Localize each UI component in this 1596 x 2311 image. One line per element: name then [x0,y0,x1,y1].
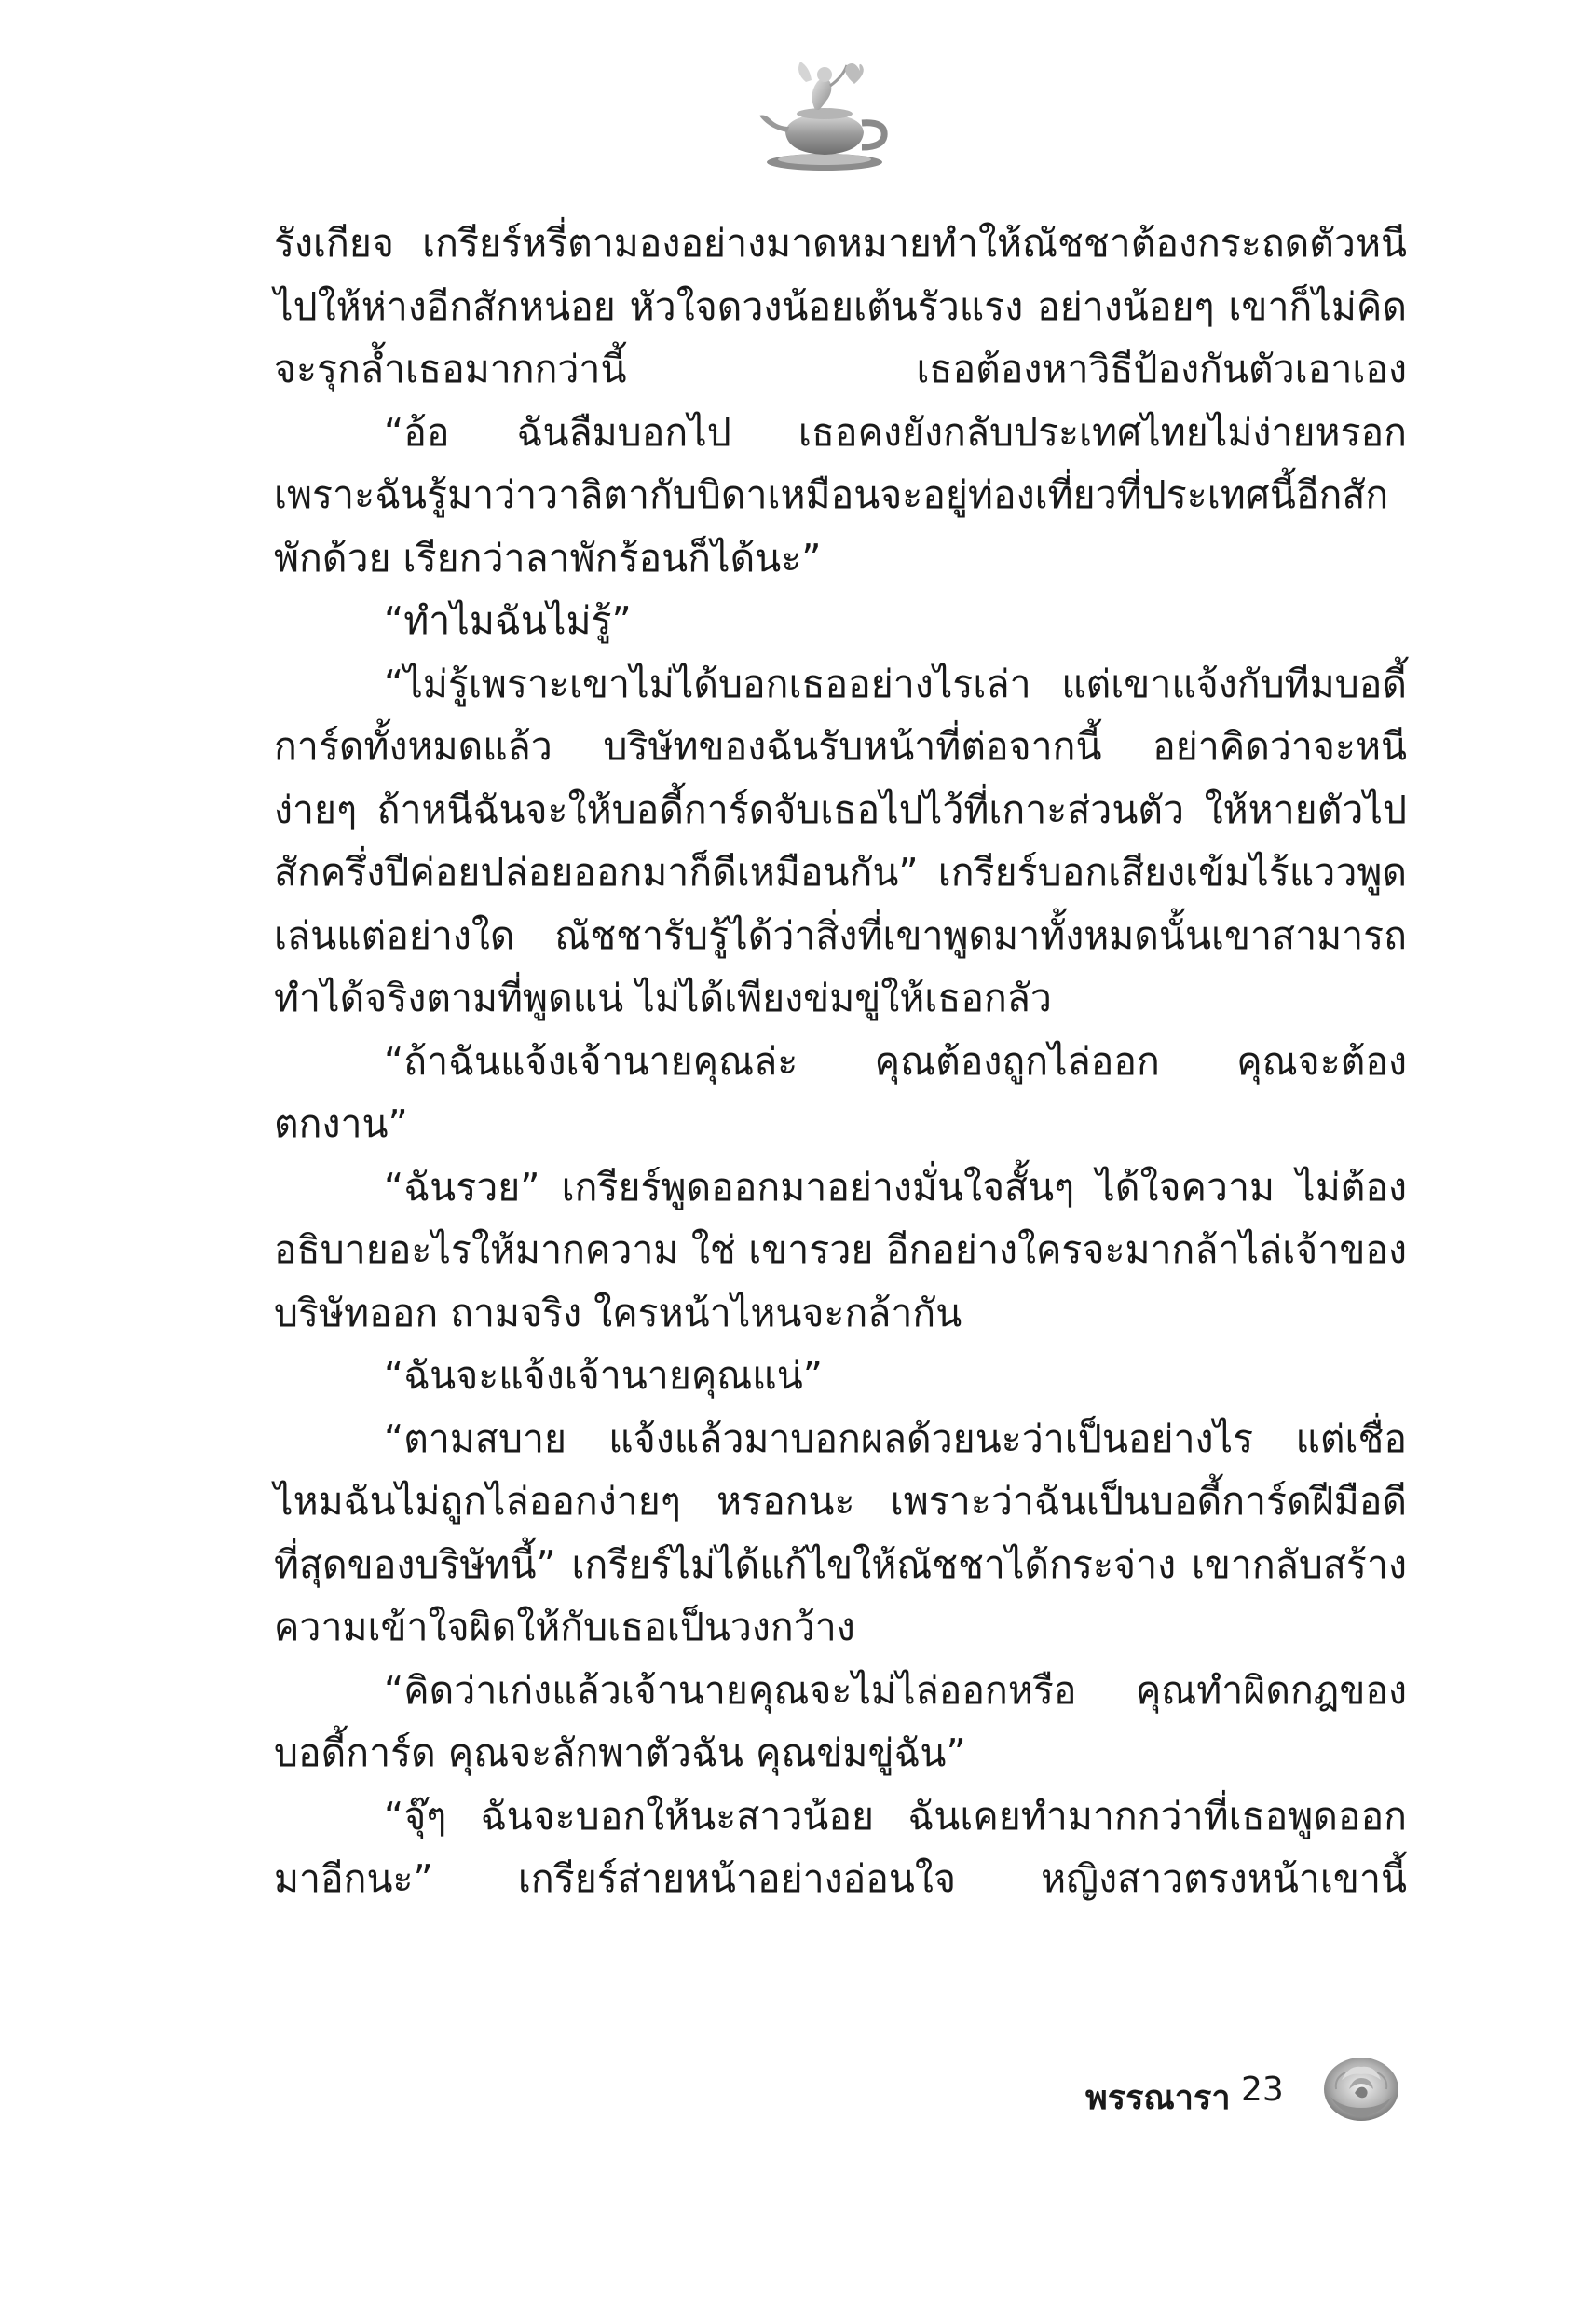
paragraph-5: “ถ้าฉันแจ้งเจ้านายคุณล่ะ คุณต้องถูกไล่ออก คุณจะต้องตกงาน” [274,1038,1407,1146]
rose-icon [1321,2052,1401,2125]
paragraph-7: “ฉันจะแจ้งเจ้านายคุณแน่” [384,1353,823,1398]
paragraph-2: “อ้อ ฉันลืมบอกไป เธอคงยังกลับประเทศไทยไม่ง่ายหรอก เพราะฉันรู้มาว่าวาลิตากับบิดาเหมือนจะอยู่ท่องเที่ยวที่ประเทศนี้อีกสักพักด้วย เรียกว่าลาพักร้อนก็ได้นะ” [274,409,1407,581]
paragraph-4: “ไม่รู้เพราะเขาไม่ได้บอกเธออย่างไรเล่า แต่เขาแจ้งกับทีมบอดี้การ์ดทั้งหมดแล้ว บริษัทของฉันรับหน้าที่ต่อจากนี้ อย่าคิดว่าจะหนีง่ายๆ ถ้าหนีฉันจะให้บอดี้การ์ดจับเธอไปไว้ที่เกาะส่วนตัว ให้หายตัวไปสักครึ่งปีค่อยปล่อยออกมาก็ดีเหมือนกัน” เกรียร์บอกเสียงเข้มไร้แววพูดเล่นแต่อย่างใด ณัชชารับรู้ได้ว่าสิ่งที่เขาพูดมาทั้งหมดนั้นเขาสามารถทำได้จริงตามที่พูดแน่ ไม่ได้เพียงข่มขู่ให้เธอกลัว [274,661,1407,1020]
teapot-cupid-icon [750,54,899,173]
page-number: 23 [1241,2071,1284,2109]
paragraph-6: “ฉันรวย” เกรียร์พูดออกมาอย่างมั่นใจสั้นๆ ได้ใจความ ไม่ต้องอธิบายอะไรให้มากความ ใช่ เขารวย อีกอย่างใครจะมากล้าไล่เจ้าของบริษัทออก ถามจริง ใครหน้าไหนจะกล้ากัน [274,1164,1407,1335]
paragraph-1: รังเกียจ เกรียร์หรี่ตามองอย่างมาดหมายทำให้ณัชชาต้องกระถดตัวหนีไปให้ห่างอีกสักหน่อย หัวใจดวงน้อยเต้นรัวแรง อย่างน้อยๆ เขาก็ไม่คิดจะรุกล้ำเธอมากกว่านี้ เธอต้องหาวิธีป้องกันตัวเอาเอง [274,221,1407,391]
paragraph-8: “ตามสบาย แจ้งแล้วมาบอกผลด้วยนะว่าเป็นอย่างไร แต่เชื่อไหมฉันไม่ถูกไล่ออกง่ายๆ หรอกนะ เพราะว่าฉันเป็นบอดี้การ์ดฝีมือดีที่สุดของบริษัทนี้” เกรียร์ไม่ได้แก้ไขให้ณัชชาได้กระจ่าง เขากลับสร้างความเข้าใจผิดให้กับเธอเป็นวงกว้าง [274,1415,1407,1649]
body-text [274,212,1407,1911]
paragraph-10: “จุ๊ๆ ฉันจะบอกให้นะสาวน้อย ฉันเคยทำมากกว่าที่เธอพูดออกมาอีกนะ” เกรียร์ส่ายหน้าอย่างอ่อนใจ หญิงสาวตรงหน้าเขานี้ [274,1793,1407,1901]
paragraph-9: “คิดว่าเก่งแล้วเจ้านายคุณจะไม่ไล่ออกหรือ คุณทำผิดกฎของบอดี้การ์ด คุณจะลักพาตัวฉัน คุณข่มขู่ฉัน” [274,1667,1407,1775]
footer-title: พรรณารา [1085,2079,1231,2117]
paragraph-3: “ทำไมฉันไม่รู้” [384,598,632,643]
